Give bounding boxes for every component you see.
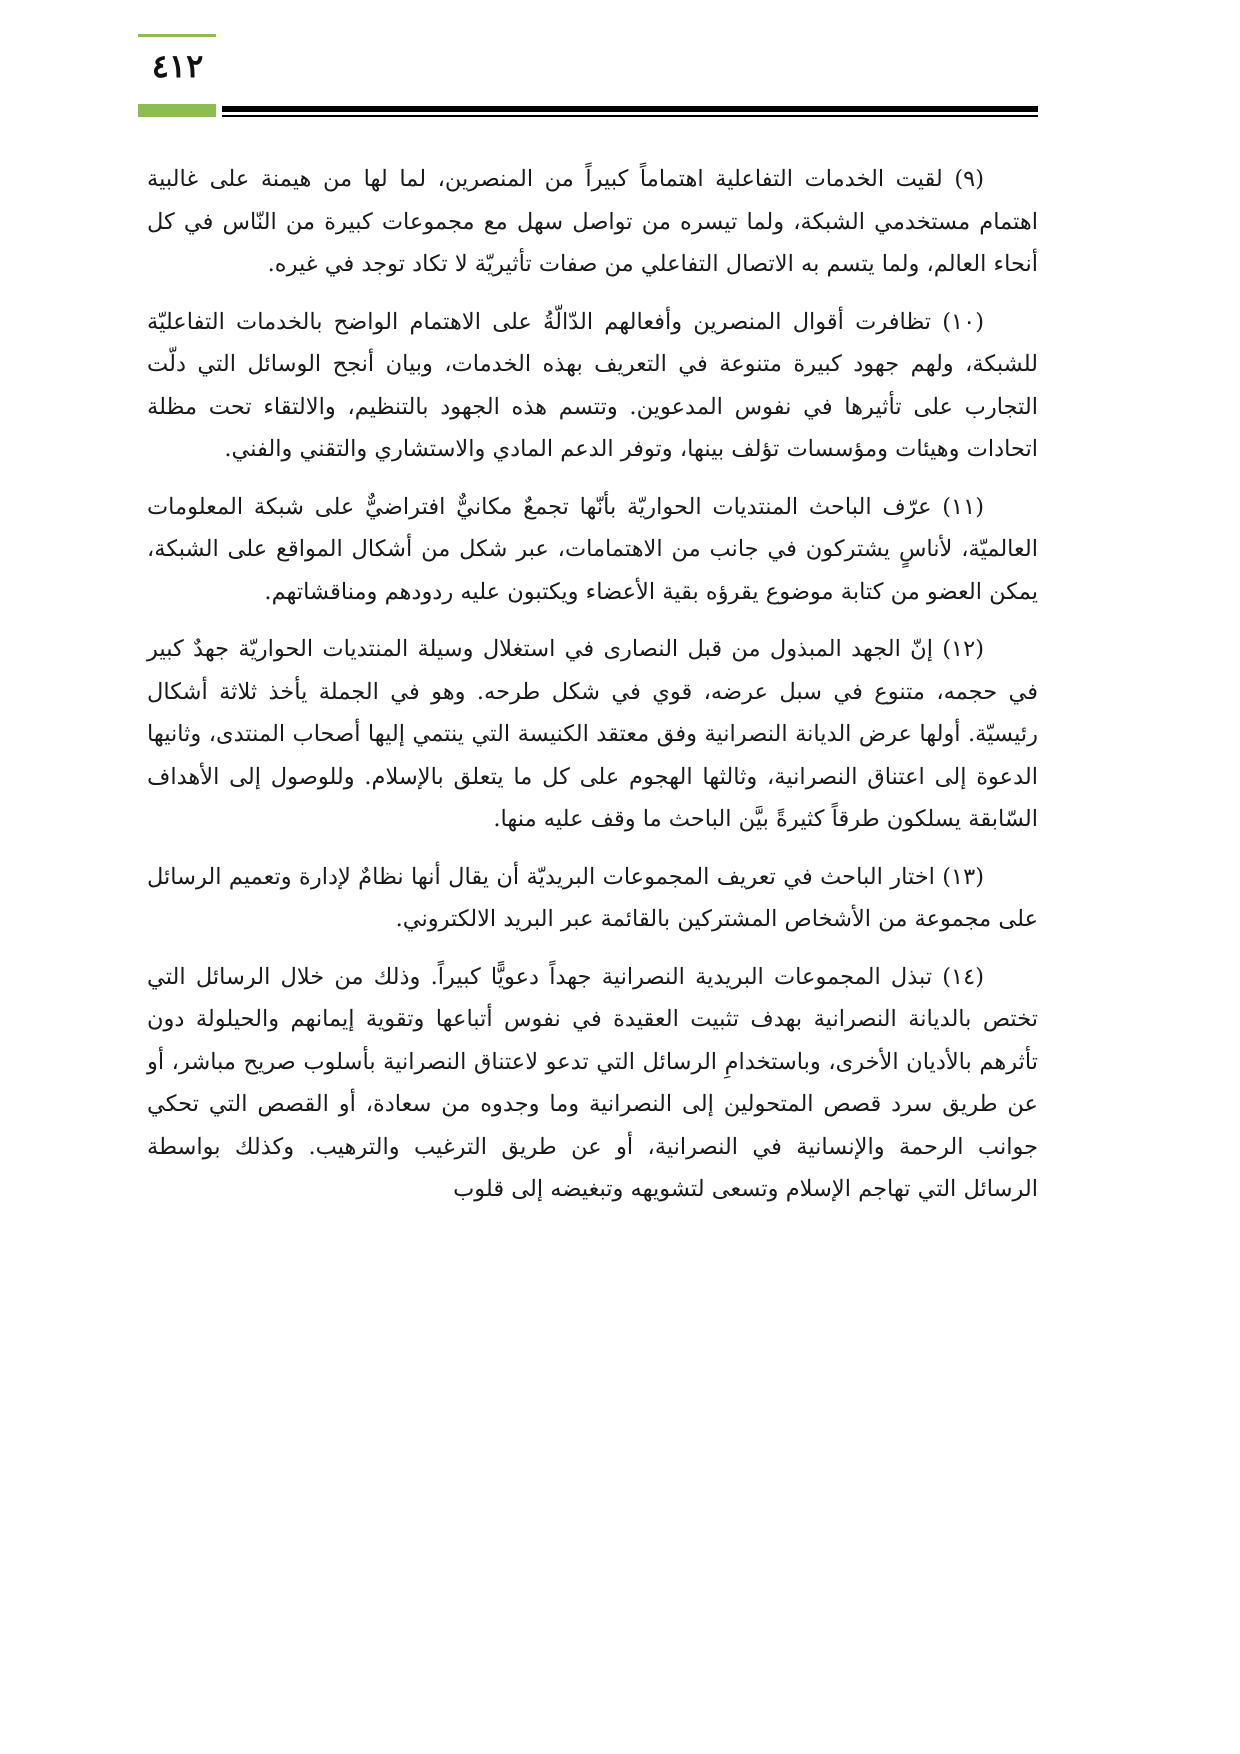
paragraph-14: (١٤) تبذل المجموعات البريدية النصرانية جهداً دعويًّا كبيراً. وذلك من خلال الرسائل التي تختص بالديانة النصرانية بهدف تثبيت العقيدة في نفوس أتباعها وتقوية إيمانهم والحيلولة دون تأثرهم بالأديان الأخرى، وباستخدامِ الرسائل التي تدعو لاعتناق النصرانية بأسلوب صريح مباشر، أو عن طريق سرد قصص المتحولين إلى النصرانية وما وجدوه من سعادة، أو القصص التي تحكي جوانب الرحمة والإنسانية في النصرانية، أو عن طريق الترغيب والترهيب. وكذلك بواسطة الرسائل التي تهاجم الإسلام وتسعى لتشويهه وتبغيضه إلى قلوب	[147, 963, 1038, 1202]
paragraph-13: (١٣) اختار الباحث في تعريف المجموعات البريديّة أن يقال أنها نظامٌ لإدارة وتعميم الرسائل على مجموعة من الأشخاص المشتركين بالقائمة عبر البريد الالكتروني.	[147, 863, 1038, 932]
paragraph-10: (١٠) تظافرت أقوال المنصرين وأفعالهم الدّالّةُ على الاهتمام الواضح بالخدمات التفاعليّة للشبكة، ولهم جهود كبيرة متنوعة في التعريف بهذه الخدمات، وبيان أنجح الوسائل التي دلّت التجارب على تأثيرها في نفوس المدعوين. وتتسم هذه الجهود بالتنظيم، والالتقاء تحت مظلة اتحادات وهيئات ومؤسسات تؤلف بينها، وتوفر الدعم المادي والاستشاري والتقني والفني.	[147, 308, 1038, 462]
paragraph-12: (١٢) إنّ الجهد المبذول من قبل النصارى في استغلال وسيلة المنتديات الحواريّة جهدٌ كبير في حجمه، متنوع في سبل عرضه، قوي في شكل طرحه. وهو في الجملة يأخذ ثلاثة أشكال رئيسيّة. أولها عرض الديانة النصرانية وفق معتقد الكنيسة التي ينتمي إليها أصحاب المنتدى، وثانيها الدعوة إلى اعتناق النصرانية، وثالثها الهجوم على كل ما يتعلق بالإسلام. وللوصول إلى الأهداف السّابقة يسلكون طرقاً كثيرةً بيَّن الباحث ما وقف عليه منها.	[147, 636, 1038, 832]
paragraph-9: (٩) لقيت الخدمات التفاعلية اهتماماً كبيراً من المنصرين، لما لها من هيمنة على غالبية اهتمام مستخدمي الشبكة، ولما تيسره من تواصل سهل مع مجموعات كبيرة من النّاس في كل أنحاء العالم، ولما يتسم به الاتصال التفاعلي من صفات تأثيريّة لا تكاد توجد في غيره.	[147, 166, 1038, 277]
header-rule-thin	[222, 115, 1038, 117]
header-rule-thick	[222, 106, 1038, 112]
page-body	[147, 158, 1038, 1226]
header-accent-block	[138, 104, 216, 117]
paragraph-11: (١١) عرّف الباحث المنتديات الحواريّة بأنّها تجمعٌ مكانيٌّ افتراضيٌّ على شبكة المعلومات العالميّة، لأناسٍ يشتركون في جانب من الاهتمامات، عبر شكل من أشكال المواقع على الشبكة، يمكن العضو من كتابة موضوع يقرؤه بقية الأعضاء ويكتبون عليه ردودهم ومناقشاتهم.	[147, 493, 1038, 605]
header-accent-line	[138, 34, 216, 37]
page-number: ٤١٢	[151, 47, 204, 85]
